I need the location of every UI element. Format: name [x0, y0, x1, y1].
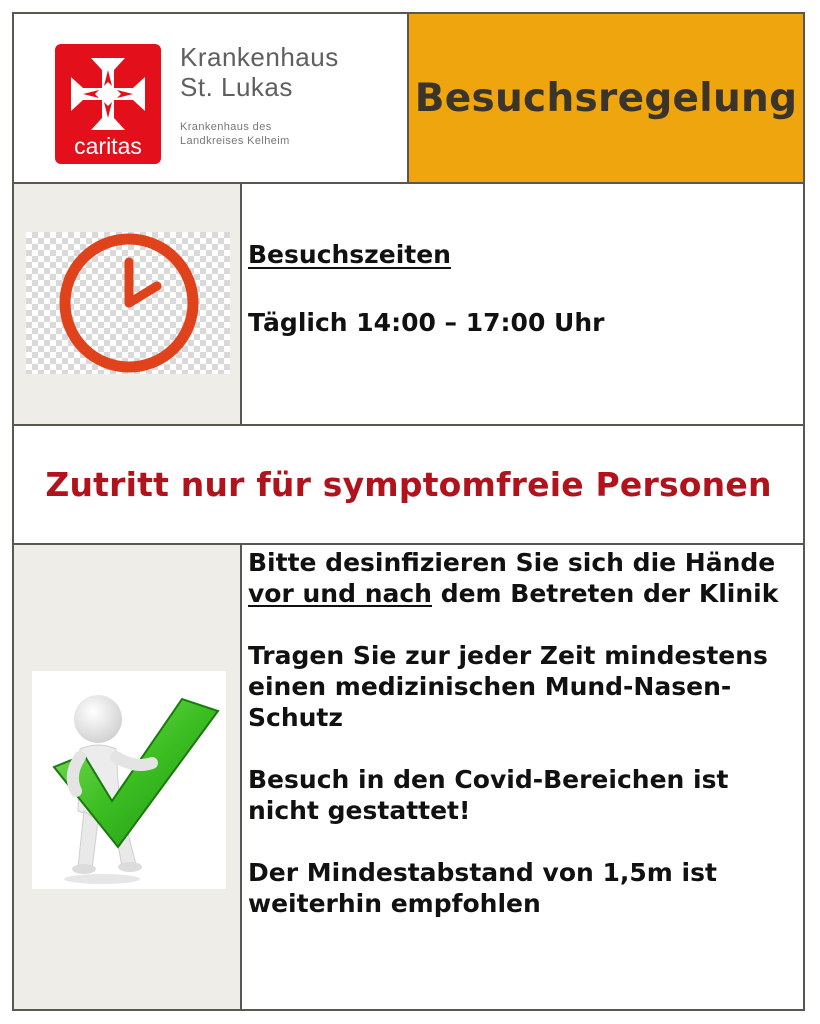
rule-disinfect-emphasis: vor und nach — [248, 579, 432, 608]
rules-row — [14, 545, 803, 1009]
hospital-name — [180, 42, 339, 102]
visiting-hours-heading: Besuchszeiten — [248, 240, 451, 269]
rule-no-covid-areas: Besuch in den Covid-Bereichen ist nicht gestattet! — [248, 765, 729, 825]
visiting-hours-content — [242, 184, 803, 424]
visiting-hours-row — [14, 184, 803, 426]
clock-icon-cell — [14, 184, 242, 424]
rule-disinfect-hands — [248, 547, 793, 609]
caritas-logo-word: caritas — [74, 133, 142, 159]
visiting-hours-times: Täglich 14:00 – 17:00 Uhr — [248, 308, 605, 337]
checkmark-icon-cell — [14, 545, 242, 1009]
clock-icon — [54, 228, 204, 378]
checkmark-figure-icon — [32, 671, 226, 889]
header-row — [14, 14, 803, 184]
rule-keep-distance: Der Mindestabstand von 1,5m ist weiterhin empfohlen — [248, 858, 717, 918]
caritas-logo — [55, 44, 161, 164]
hospital-subtitle-line2: Landkreises Kelheim — [180, 135, 290, 147]
hospital-name-line2: St. Lukas — [180, 72, 293, 102]
notice-sheet — [12, 12, 805, 1011]
rule-disinfect-text-b: dem Betreten der Klinik — [431, 579, 779, 608]
rules-list — [248, 547, 793, 919]
hospital-subtitle-line1: Krankenhaus des — [180, 121, 272, 133]
page-title: Besuchsregelung — [414, 75, 798, 121]
hospital-logo-cell — [14, 14, 409, 182]
rule-disinfect-text-a: Bitte desinfizieren Sie sich die Hände — [248, 548, 776, 577]
warning-row — [14, 426, 803, 545]
rule-wear-mask: Tragen Sie zur jeder Zeit mindestens einen medizinischen Mund-Nasen-Schutz — [248, 641, 768, 732]
hospital-subtitle — [180, 120, 290, 148]
symptom-free-warning: Zutritt nur für symptomfreie Personen — [45, 465, 772, 504]
rules-content — [242, 545, 803, 1009]
hospital-name-line1: Krankenhaus — [180, 42, 339, 72]
title-cell — [409, 14, 803, 182]
caritas-cross-icon — [69, 56, 147, 132]
